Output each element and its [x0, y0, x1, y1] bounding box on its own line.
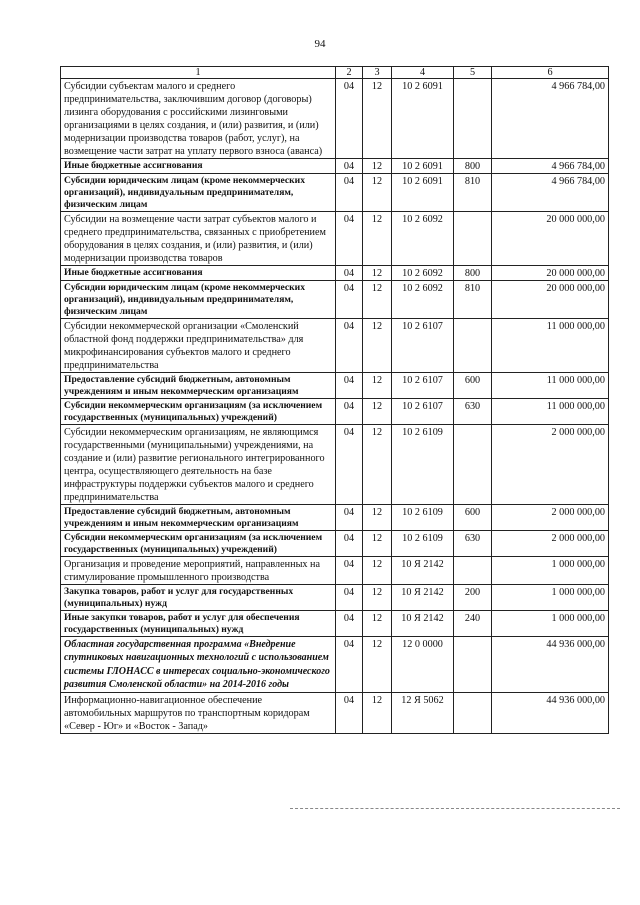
- row-subsection-cell: 12: [363, 505, 392, 531]
- row-section-cell: 04: [336, 692, 363, 733]
- row-amount-cell: 11 000 000,00: [492, 319, 609, 373]
- table-row: [61, 159, 609, 174]
- row-subsection-cell: 12: [363, 212, 392, 266]
- row-section-cell: 04: [336, 159, 363, 174]
- row-expense-type-cell: 200: [454, 585, 492, 611]
- row-expense-type-cell: 630: [454, 399, 492, 425]
- table-header-row: [61, 67, 609, 79]
- row-name-cell: Субсидии некоммерческим организациям (за исключением государственных (муниципальных) учреждений): [61, 531, 336, 557]
- row-name-cell: Организация и проведение мероприятий, направленных на стимулирование промышленного производства: [61, 557, 336, 585]
- table-row: [61, 281, 609, 319]
- row-amount-cell: 2 000 000,00: [492, 425, 609, 505]
- row-subsection-cell: 12: [363, 281, 392, 319]
- row-section-cell: 04: [336, 425, 363, 505]
- budget-table: [60, 66, 609, 734]
- row-expense-type-cell: 800: [454, 266, 492, 281]
- row-section-cell: 04: [336, 505, 363, 531]
- row-amount-cell: 4 966 784,00: [492, 159, 609, 174]
- row-expense-type-cell: 630: [454, 531, 492, 557]
- row-section-cell: 04: [336, 399, 363, 425]
- row-target-code-cell: 10 2 6092: [392, 281, 454, 319]
- row-expense-type-cell: [454, 425, 492, 505]
- row-amount-cell: 44 936 000,00: [492, 637, 609, 693]
- row-expense-type-cell: [454, 212, 492, 266]
- row-name-cell: Субсидии на возмещение части затрат субъектов малого и среднего предпринимательства, связанных с приобретением оборудования в целях создания, и (или) развития, и (или) модернизации производства товаров: [61, 212, 336, 266]
- row-expense-type-cell: 810: [454, 281, 492, 319]
- row-name-cell: Субсидии некоммерческим организациям, не являющимся государственными (муниципальными) учреждениями, на создание и (или) развитие регионального интегрированного центра, осуществляющего деятельность на базе инфраструктуры поддержки субъектов малого и среднего предпринимательства: [61, 425, 336, 505]
- row-subsection-cell: 12: [363, 692, 392, 733]
- table-row: [61, 174, 609, 212]
- table-row: [61, 425, 609, 505]
- row-name-cell: Субсидии юридическим лицам (кроме некоммерческих организаций), индивидуальным предпринимателям, физическим лицам: [61, 281, 336, 319]
- row-name-cell: Субсидии некоммерческим организациям (за исключением государственных (муниципальных) учреждений): [61, 399, 336, 425]
- column-header: 5: [454, 67, 492, 79]
- table-row: [61, 319, 609, 373]
- row-name-cell: Субсидии юридическим лицам (кроме некоммерческих организаций), индивидуальным предпринимателям, физическим лицам: [61, 174, 336, 212]
- row-subsection-cell: 12: [363, 425, 392, 505]
- row-target-code-cell: 10 2 6107: [392, 319, 454, 373]
- row-expense-type-cell: [454, 692, 492, 733]
- row-target-code-cell: 10 2 6091: [392, 159, 454, 174]
- column-header: 3: [363, 67, 392, 79]
- row-target-code-cell: 10 2 6091: [392, 174, 454, 212]
- table-row: [61, 611, 609, 637]
- row-target-code-cell: 12 0 0000: [392, 637, 454, 693]
- column-header: 4: [392, 67, 454, 79]
- column-header: 1: [61, 67, 336, 79]
- column-header: 2: [336, 67, 363, 79]
- row-section-cell: 04: [336, 531, 363, 557]
- row-target-code-cell: 10 2 6109: [392, 505, 454, 531]
- row-subsection-cell: 12: [363, 79, 392, 159]
- row-name-cell: Субсидии некоммерческой организации «Смоленский областной фонд поддержки предпринимательства» для микрофинансирования субъектов малого и среднего предпринимательства: [61, 319, 336, 373]
- table-row: [61, 266, 609, 281]
- row-subsection-cell: 12: [363, 319, 392, 373]
- row-target-code-cell: 10 2 6092: [392, 212, 454, 266]
- table-row: [61, 585, 609, 611]
- row-amount-cell: 1 000 000,00: [492, 611, 609, 637]
- row-subsection-cell: 12: [363, 585, 392, 611]
- row-subsection-cell: 12: [363, 373, 392, 399]
- row-subsection-cell: 12: [363, 611, 392, 637]
- row-target-code-cell: 10 2 6107: [392, 399, 454, 425]
- row-amount-cell: 20 000 000,00: [492, 266, 609, 281]
- row-section-cell: 04: [336, 637, 363, 693]
- row-section-cell: 04: [336, 79, 363, 159]
- row-amount-cell: 4 966 784,00: [492, 174, 609, 212]
- row-amount-cell: 20 000 000,00: [492, 212, 609, 266]
- row-name-cell: Закупка товаров, работ и услуг для государственных (муниципальных) нужд: [61, 585, 336, 611]
- row-name-cell: Предоставление субсидий бюджетным, автономным учреждениям и иным некоммерческим организациям: [61, 373, 336, 399]
- table-row: [61, 505, 609, 531]
- row-subsection-cell: 12: [363, 531, 392, 557]
- table-row: [61, 557, 609, 585]
- row-target-code-cell: 10 Я 2142: [392, 557, 454, 585]
- row-amount-cell: 1 000 000,00: [492, 585, 609, 611]
- table-row: [61, 692, 609, 733]
- row-section-cell: 04: [336, 373, 363, 399]
- row-expense-type-cell: 810: [454, 174, 492, 212]
- row-subsection-cell: 12: [363, 399, 392, 425]
- row-target-code-cell: 10 2 6109: [392, 531, 454, 557]
- row-section-cell: 04: [336, 266, 363, 281]
- row-target-code-cell: 10 2 6107: [392, 373, 454, 399]
- row-expense-type-cell: 240: [454, 611, 492, 637]
- table-row: [61, 531, 609, 557]
- row-expense-type-cell: [454, 319, 492, 373]
- table-row: [61, 212, 609, 266]
- column-header: 6: [492, 67, 609, 79]
- row-name-cell: Предоставление субсидий бюджетным, автономным учреждениям и иным некоммерческим организациям: [61, 505, 336, 531]
- page-number: 94: [314, 38, 326, 50]
- row-section-cell: 04: [336, 585, 363, 611]
- row-subsection-cell: 12: [363, 637, 392, 693]
- row-subsection-cell: 12: [363, 159, 392, 174]
- row-target-code-cell: 10 Я 2142: [392, 585, 454, 611]
- row-expense-type-cell: [454, 557, 492, 585]
- row-name-cell: Информационно-навигационное обеспечение автомобильных маршрутов по транспортным коридорам «Север - Юг» и «Восток - Запад»: [61, 692, 336, 733]
- row-amount-cell: 11 000 000,00: [492, 399, 609, 425]
- row-expense-type-cell: [454, 637, 492, 693]
- table-row: [61, 399, 609, 425]
- row-target-code-cell: 10 Я 2142: [392, 611, 454, 637]
- table-row: [61, 79, 609, 159]
- row-name-cell: Иные закупки товаров, работ и услуг для обеспечения государственных (муниципальных) нужд: [61, 611, 336, 637]
- row-expense-type-cell: 600: [454, 373, 492, 399]
- row-amount-cell: 2 000 000,00: [492, 505, 609, 531]
- row-subsection-cell: 12: [363, 174, 392, 212]
- row-section-cell: 04: [336, 281, 363, 319]
- row-amount-cell: 44 936 000,00: [492, 692, 609, 733]
- row-name-cell: Областная государственная программа «Внедрение спутниковых навигационных технологий с использованием системы ГЛОНАСС в интересах социально-экономического развития Смоленской области» на 2014-2016 годы: [61, 637, 336, 693]
- row-target-code-cell: 10 2 6092: [392, 266, 454, 281]
- row-name-cell: Иные бюджетные ассигнования: [61, 159, 336, 174]
- row-section-cell: 04: [336, 611, 363, 637]
- row-target-code-cell: 12 Я 5062: [392, 692, 454, 733]
- row-target-code-cell: 10 2 6109: [392, 425, 454, 505]
- table-body: [61, 79, 609, 734]
- row-amount-cell: 11 000 000,00: [492, 373, 609, 399]
- row-target-code-cell: 10 2 6091: [392, 79, 454, 159]
- row-section-cell: 04: [336, 174, 363, 212]
- row-amount-cell: 2 000 000,00: [492, 531, 609, 557]
- scan-artifact-line: [290, 808, 620, 809]
- row-subsection-cell: 12: [363, 557, 392, 585]
- row-expense-type-cell: [454, 79, 492, 159]
- table-row: [61, 637, 609, 693]
- row-name-cell: Иные бюджетные ассигнования: [61, 266, 336, 281]
- table-row: [61, 373, 609, 399]
- row-amount-cell: 4 966 784,00: [492, 79, 609, 159]
- row-section-cell: 04: [336, 557, 363, 585]
- row-expense-type-cell: 600: [454, 505, 492, 531]
- row-section-cell: 04: [336, 319, 363, 373]
- row-section-cell: 04: [336, 212, 363, 266]
- row-expense-type-cell: 800: [454, 159, 492, 174]
- row-subsection-cell: 12: [363, 266, 392, 281]
- row-amount-cell: 1 000 000,00: [492, 557, 609, 585]
- row-name-cell: Субсидии субъектам малого и среднего предпринимательства, заключившим договор (договоры) лизинга оборудования с российскими лизинговыми организациями в целях создания, и (или) развития, и (или) модернизации производства товаров (работ, услуг), на возмещение части затрат на уплату первого взноса (аванса): [61, 79, 336, 159]
- row-amount-cell: 20 000 000,00: [492, 281, 609, 319]
